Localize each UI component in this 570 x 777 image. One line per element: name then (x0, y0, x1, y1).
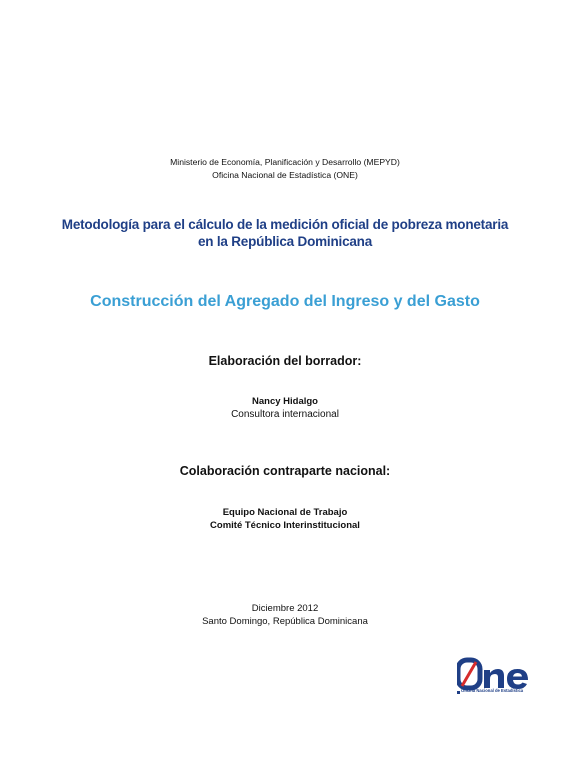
document-title-line-2: en la República Dominicana (197, 234, 373, 249)
logo-letter-n (484, 669, 504, 688)
logo-caption-marker (457, 691, 460, 694)
logo-letter-e (507, 669, 528, 689)
collaboration-team-1: Equipo Nacional de Trabajo (222, 507, 348, 518)
collaboration-team-2: Comité Técnico Interinstitucional (210, 520, 360, 531)
document-title-line-1: Metodología para el cálculo de la medición oficial de pobreza monetaria (61, 217, 509, 232)
collaboration-heading: Colaboración contraparte nacional: (179, 464, 391, 478)
publication-place: Santo Domingo, República Dominicana (202, 616, 368, 627)
logo-caption: Oficina Nacional de Estadística (461, 688, 524, 693)
author-role: Consultora internacional (231, 409, 339, 420)
ministry-name: Ministerio de Economía, Planificación y Desarrollo (MEPYD) (170, 157, 400, 167)
draft-heading: Elaboración del borrador: (208, 354, 362, 368)
office-name: Oficina Nacional de Estadística (ONE) (212, 170, 358, 180)
author-name: Nancy Hidalgo (252, 396, 318, 407)
publication-date: Diciembre 2012 (251, 603, 319, 614)
document-subtitle: Construcción del Agregado del Ingreso y del Gasto (90, 293, 480, 310)
logo-slash (462, 662, 476, 686)
